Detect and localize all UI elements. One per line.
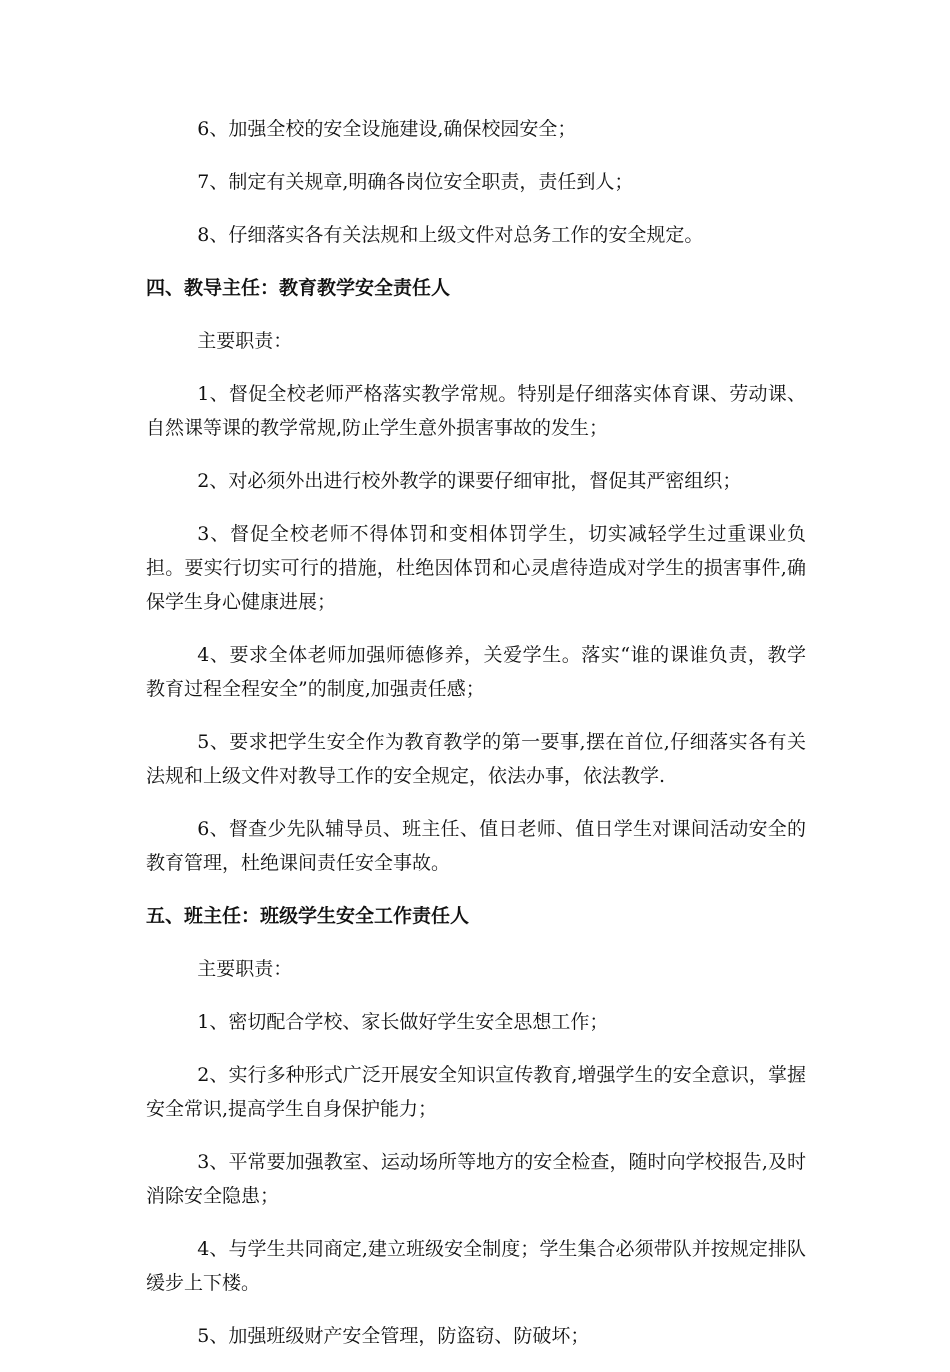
paragraph-teacher-item-5: 5、加强班级财产安全管理，防盗窃、防破坏； <box>197 1325 590 1347</box>
paragraph-item-7-regulations: 7、制定有关规章,明确各岗位安全职责，责任到人； <box>197 171 634 193</box>
section-heading-class-teacher: 五、班主任：班级学生安全工作责任人 <box>146 905 470 927</box>
paragraph-dean-item-5: 5、要求把学生安全作为教育教学的第一要事,摆在首位,仔细落实各有关法规和上级文件对教导工作的安全规定，依法办事，依法教学. <box>146 731 806 787</box>
paragraph-teacher-item-2: 2、实行多种形式广泛开展安全知识宣传教育,增强学生的安全意识，掌握安全常识,提高学生自身保护能力； <box>146 1064 806 1120</box>
paragraph-dean-item-2: 2、对必须外出进行校外教学的课要仔细审批，督促其严密组织； <box>197 470 742 492</box>
paragraph-dean-item-3: 3、督促全校老师不得体罚和变相体罚学生，切实减轻学生过重课业负担。要实行切实可行的措施，杜绝因体罚和心灵虐待造成对学生的损害事件,确保学生身心健康进展； <box>146 523 806 613</box>
paragraph-dean-item-1: 1、督促全校老师严格落实教学常规。特别是仔细落实体育课、劳动课、自然课等课的教学常规,防止学生意外损害事故的发生； <box>146 383 806 439</box>
paragraph-item-8-implementation: 8、仔细落实各有关法规和上级文件对总务工作的安全规定。 <box>197 224 704 246</box>
paragraph-teacher-item-4: 4、与学生共同商定,建立班级安全制度；学生集合必须带队并按规定排队缓步上下楼。 <box>146 1238 806 1294</box>
paragraph-teacher-item-3: 3、平常要加强教室、运动场所等地方的安全检查，随时向学校报告,及时消除安全隐患； <box>146 1151 806 1207</box>
paragraph-teacher-item-1: 1、密切配合学校、家长做好学生安全思想工作； <box>197 1011 609 1033</box>
paragraph-main-duties-label-2: 主要职责： <box>197 958 293 980</box>
section-heading-dean: 四、教导主任：教育教学安全责任人 <box>146 277 451 299</box>
paragraph-main-duties-label: 主要职责： <box>197 330 293 352</box>
paragraph-dean-item-6: 6、督查少先队辅导员、班主任、值日老师、值日学生对课间活动安全的教育管理，杜绝课间责任安全事故。 <box>146 818 806 874</box>
paragraph-item-6-facilities: 6、加强全校的安全设施建设,确保校园安全； <box>197 118 577 140</box>
document-page <box>146 112 806 1372</box>
paragraph-dean-item-4: 4、要求全体老师加强师德修养，关爱学生。落实“谁的课谁负责，教学教育过程全程安全”的制度,加强责任感； <box>146 644 806 700</box>
